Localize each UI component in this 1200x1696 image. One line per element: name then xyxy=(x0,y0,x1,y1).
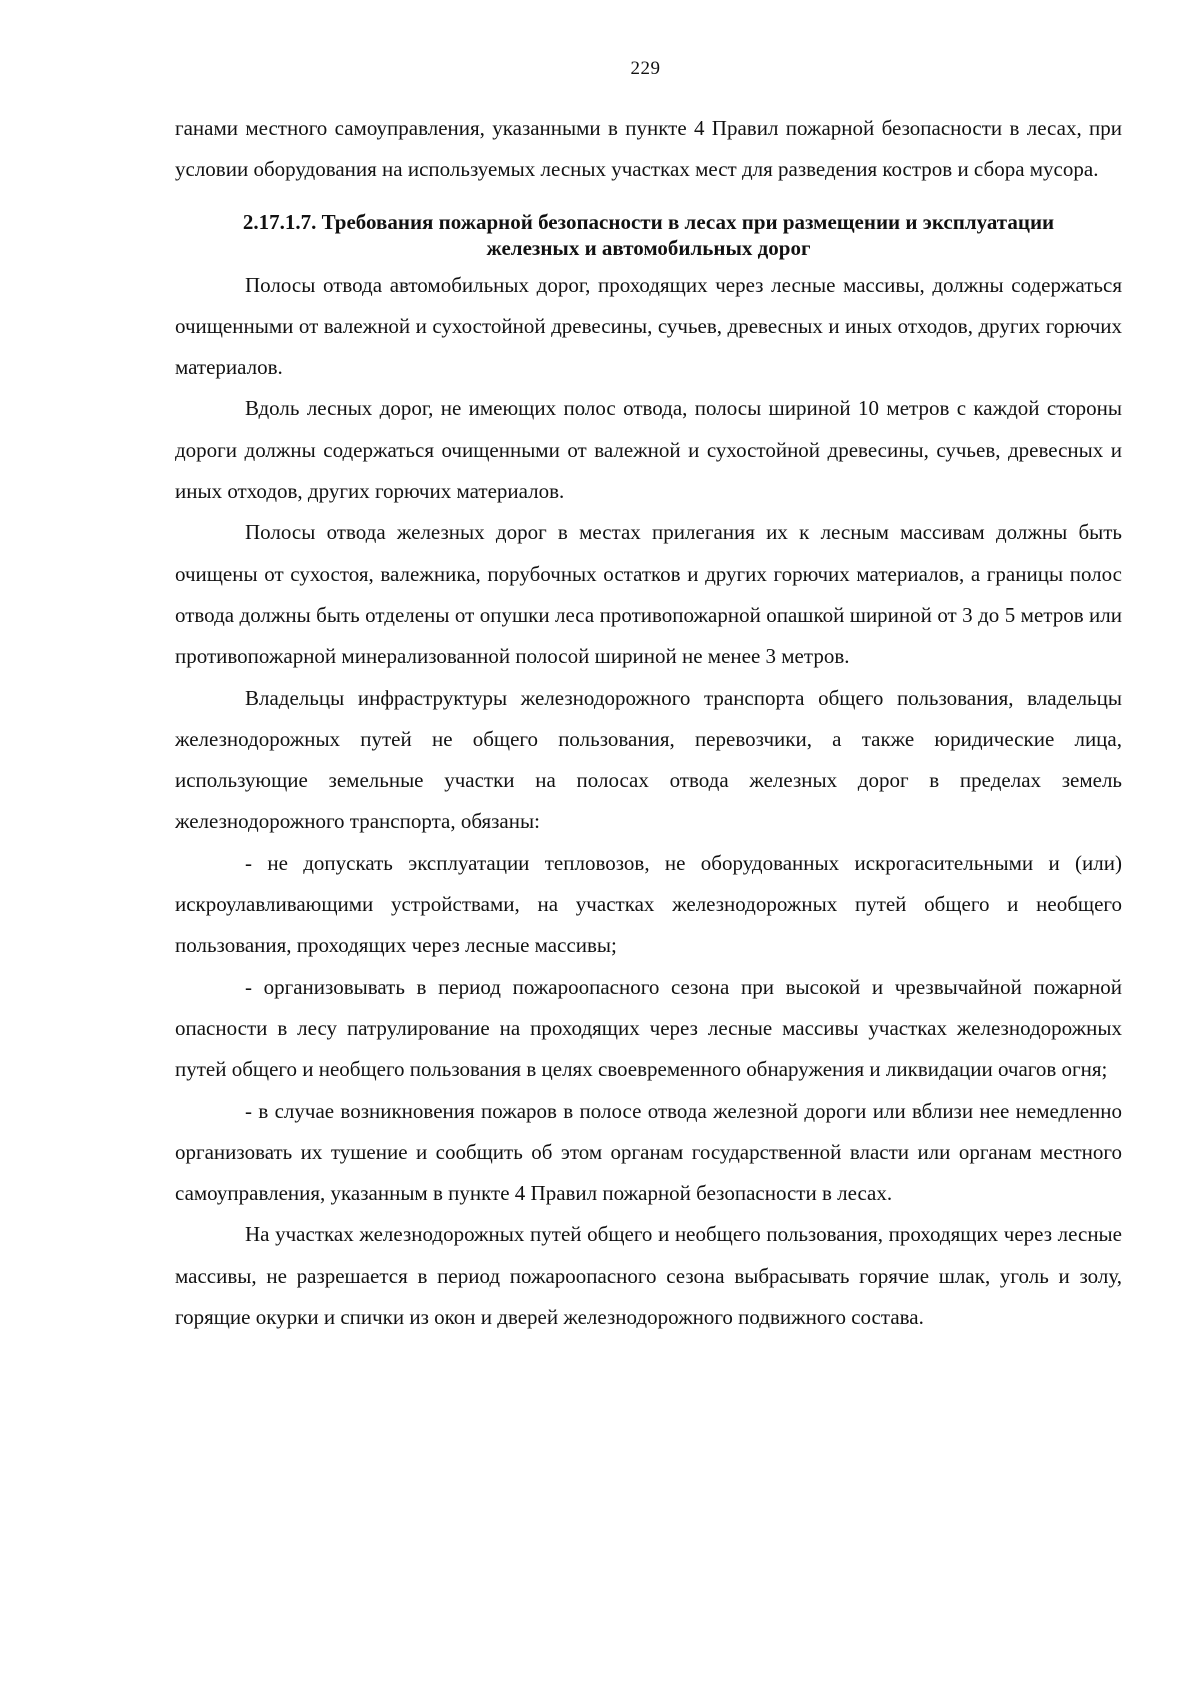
paragraph-road-strips: Полосы отвода автомобильных дорог, проходящих через лесные массивы, должны содержаться очищенными от валежной и сухостойной древесины, сучьев, древесных и иных отходов, других горючих материалов. xyxy=(175,272,1122,380)
list-item-fire-response: - в случае возникновения пожаров в полосе отвода железной дороги или вблизи нее немедленно организовать их тушение и сообщить об этом органам государственной власти или органам местного самоуправления, указанным в пункте 4 Правил пожарной безопасности в лесах. xyxy=(175,1098,1122,1206)
section-heading-line-2: железных и автомобильных дорог xyxy=(486,235,811,260)
section-heading xyxy=(175,209,1122,261)
page-body xyxy=(175,108,1122,1338)
paragraph-railway-owners: Владельцы инфраструктуры железнодорожного транспорта общего пользования, владельцы железнодорожных путей не общего пользования, перевозчики, а также юридические лица, использующие земельные участки на полосах отвода железных дорог в пределах земель железнодорожного транспорта, обязаны: xyxy=(175,685,1122,834)
paragraph-prohibition: На участках железнодорожных путей общего и необщего пользования, проходящих через лесные массивы, не разрешается в период пожароопасного сезона выбрасывать горячие шлак, уголь и золу, горящие окурки и спички из окон и дверей железнодорожного подвижного состава. xyxy=(175,1222,1122,1330)
paragraph-railway-strips: Полосы отвода железных дорог в местах прилегания их к лесным массивам должны быть очищены от сухостоя, валежника, порубочных остатков и других горючих материалов, а границы полос отвода должны быть отделены от опушки леса противопожарной опашкой шириной от 3 до 5 метров или противопожарной минерализованной полосой шириной не менее 3 метров. xyxy=(175,520,1122,669)
page-number: 229 xyxy=(630,58,661,79)
section-heading-line-1: 2.17.1.7. Требования пожарной безопасности в лесах при размещении и эксплуатации xyxy=(242,209,1055,234)
list-item-locomotives: - не допускать эксплуатации тепловозов, не оборудованных искрогасительными и (или) искроулавливающими устройствами, на участках железнодорожных путей общего и необщего пользования, проходящих через лесные массивы; xyxy=(175,850,1122,958)
lead-paragraph: ганами местного самоуправления, указанными в пункте 4 Правил пожарной безопасности в лесах, при условии оборудования на используемых лесных участках мест для разведения костров и сбора мусора. xyxy=(175,116,1122,182)
list-item-patrolling: - организовывать в период пожароопасного сезона при высокой и чрезвычайной пожарной опасности в лесу патрулирование на проходящих через лесные массивы участках железнодорожных путей общего и необщего пользования в целях своевременного обнаружения и ликвидации очагов огня; xyxy=(175,974,1122,1082)
paragraph-forest-roads: Вдоль лесных дорог, не имеющих полос отвода, полосы шириной 10 метров с каждой стороны дороги должны содержаться очищенными от валежной и сухостойной древесины, сучьев, древесных и иных отходов, других горючих материалов. xyxy=(175,396,1122,504)
